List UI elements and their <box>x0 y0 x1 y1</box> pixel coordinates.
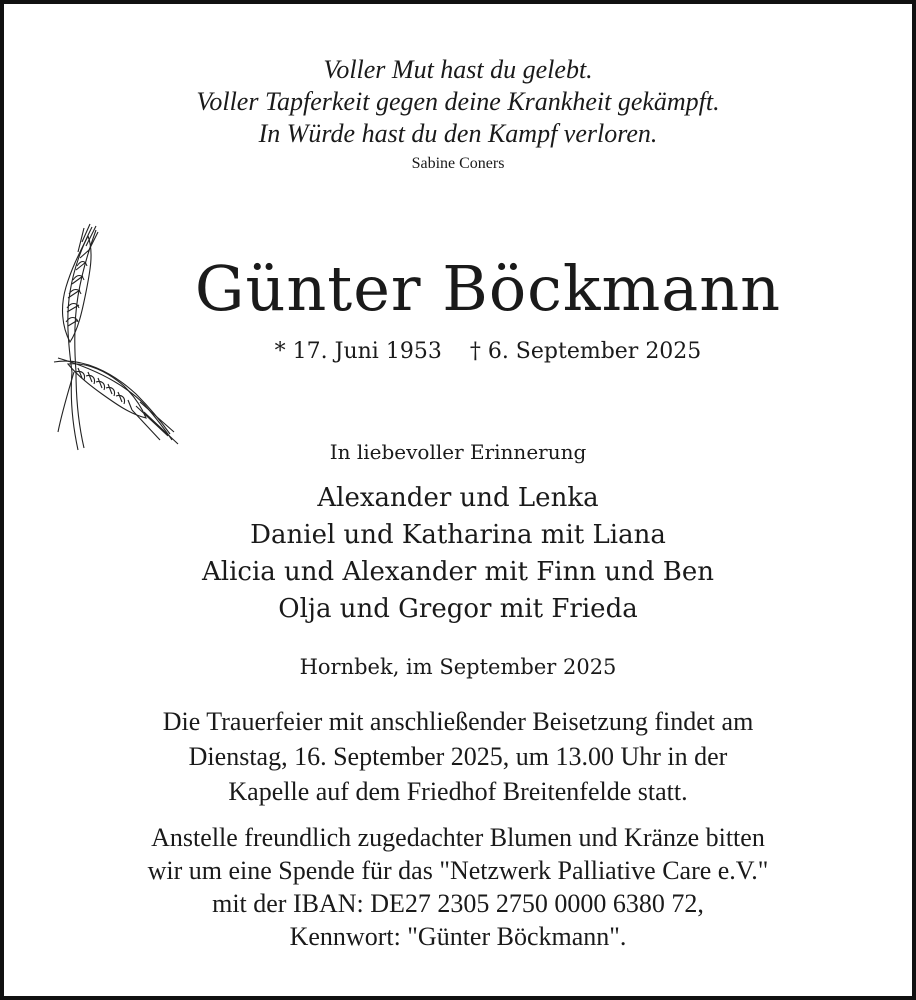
donation-line: wir um eine Spende für das "Netzwerk Palliative Care e.V." <box>147 856 769 885</box>
service-line: Kapelle auf dem Friedhof Breitenfelde statt. <box>228 777 688 806</box>
service-line: Die Trauerfeier mit anschließender Beisetzung findet am <box>162 707 754 736</box>
place-and-date: Hornbek, im September 2025 <box>299 655 617 679</box>
family-list <box>4 480 912 628</box>
death-date: † 6. September 2025 <box>469 339 702 364</box>
service-line: Dienstag, 16. September 2025, um 13.00 Uhr in der <box>188 742 728 771</box>
family-member-line: Alicia und Alexander mit Finn und Ben <box>202 557 714 587</box>
quote-line: Voller Tapferkeit gegen deine Krankheit gekämpft. <box>196 87 720 116</box>
family-member-line: Daniel und Katharina mit Liana <box>250 520 666 550</box>
quote-line: In Würde hast du den Kampf verloren. <box>258 119 658 148</box>
donation-request <box>4 821 912 953</box>
donation-iban: mit der IBAN: DE27 2305 2750 0000 6380 72, <box>212 889 704 918</box>
memorial-quote <box>4 54 912 150</box>
quote-author: Sabine Coners <box>411 155 505 172</box>
quote-line: Voller Mut hast du gelebt. <box>323 55 593 84</box>
family-member-line: Alexander und Lenka <box>317 483 599 513</box>
memory-heading: In liebevoller Erinnerung <box>329 440 587 464</box>
deceased-name: Günter Böckmann <box>194 252 782 325</box>
funeral-service-info <box>4 704 912 809</box>
life-dates <box>64 334 912 370</box>
donation-keyword: Kennwort: "Günter Böckmann". <box>289 922 627 951</box>
birth-date: * 17. Juni 1953 <box>274 339 442 364</box>
family-member-line: Olja und Gregor mit Frieda <box>278 594 638 624</box>
donation-line: Anstelle freundlich zugedachter Blumen und Kränze bitten <box>151 823 765 852</box>
